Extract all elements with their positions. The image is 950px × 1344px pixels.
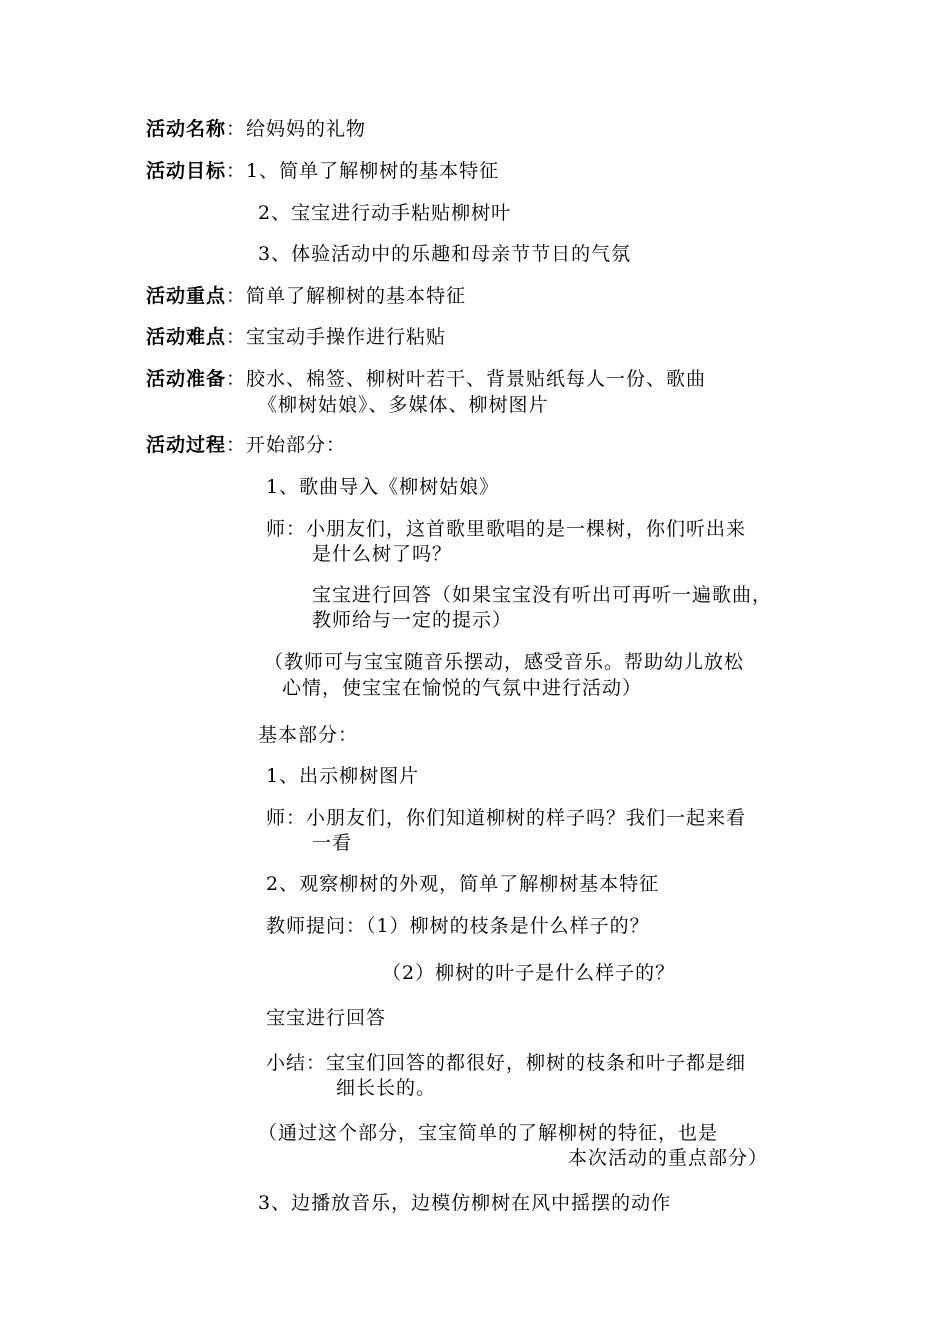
activity-name-label: 活动名称 — [146, 118, 227, 140]
answer-line-1b: 教师给与一定的提示） — [312, 609, 513, 631]
key-point-value: 简单了解柳树的基本特征 — [246, 285, 467, 307]
preparation-label: 活动准备 — [146, 368, 227, 390]
summary-line-a: 小结：宝宝们回答的都很好，柳树的枝条和叶子都是细 — [266, 1052, 747, 1074]
preparation-row — [146, 368, 706, 390]
activity-name-row — [146, 118, 366, 140]
note-line-1b: 心情，使宝宝在愉悦的气氛中进行活动） — [282, 677, 643, 699]
process-label: 活动过程 — [146, 434, 227, 456]
basic-heading: 基本部分： — [258, 724, 359, 746]
summary-line-b: 细长长的。 — [336, 1077, 437, 1099]
colon: ： — [226, 160, 247, 182]
preparation-line-2: 《柳树姑娘》、多媒体、柳树图片 — [258, 394, 549, 416]
colon: ： — [226, 326, 247, 348]
basic-step-3: 3、边播放音乐，边模仿柳树在风中摇摆的动作 — [258, 1192, 672, 1214]
difficulty-row — [146, 326, 446, 348]
note-line-2b: 本次活动的重点部分） — [568, 1147, 769, 1169]
teacher-line-2a: 师：小朋友们，你们知道柳树的样子吗？我们一起来看 — [266, 807, 747, 829]
activity-name-value: 给妈妈的礼物 — [246, 118, 367, 140]
colon: ： — [226, 368, 247, 390]
answer-line-1a: 宝宝进行回答（如果宝宝没有听出可再听一遍歌曲， — [312, 584, 773, 606]
goal-item-2: 2、宝宝进行动手粘贴柳树叶 — [258, 202, 512, 224]
preparation-line-1: 胶水、棉签、柳树叶若干、背景贴纸每人一份、歌曲 — [246, 368, 707, 390]
basic-step-1: 1、出示柳树图片 — [266, 765, 420, 787]
start-step-1: 1、歌曲导入《柳树姑娘》 — [266, 476, 500, 498]
start-heading: 开始部分： — [246, 434, 347, 456]
goal-item-1: 1、简单了解柳树的基本特征 — [246, 160, 500, 182]
difficulty-label: 活动难点 — [146, 326, 227, 348]
note-line-2a: （通过这个部分，宝宝简单的了解柳树的特征，也是 — [258, 1122, 719, 1144]
goal-item-3: 3、体验活动中的乐趣和母亲节节日的气氛 — [258, 243, 632, 265]
teacher-line-2b: 一看 — [312, 832, 353, 854]
difficulty-value: 宝宝动手操作进行粘贴 — [246, 326, 447, 348]
answer-line-2: 宝宝进行回答 — [266, 1007, 387, 1029]
basic-step-2: 2、观察柳树的外观，简单了解柳树基本特征 — [266, 873, 660, 895]
teacher-line-1b: 是什么树了吗？ — [312, 543, 453, 565]
activity-goals-row — [146, 160, 499, 182]
colon: ： — [226, 285, 247, 307]
colon: ： — [226, 118, 247, 140]
question-2: （2）柳树的叶子是什么样子的？ — [382, 962, 676, 984]
note-line-1a: （教师可与宝宝随音乐摆动，感受音乐。帮助幼儿放松 — [264, 651, 745, 673]
activity-goals-label: 活动目标 — [146, 160, 227, 182]
teacher-line-1a: 师：小朋友们，这首歌里歌唱的是一棵树，你们听出来 — [266, 518, 747, 540]
question-1: 教师提问：（1）柳树的枝条是什么样子的？ — [266, 915, 650, 937]
key-point-label: 活动重点 — [146, 285, 227, 307]
key-point-row — [146, 285, 466, 307]
colon: ： — [226, 434, 247, 456]
process-row — [146, 434, 346, 456]
